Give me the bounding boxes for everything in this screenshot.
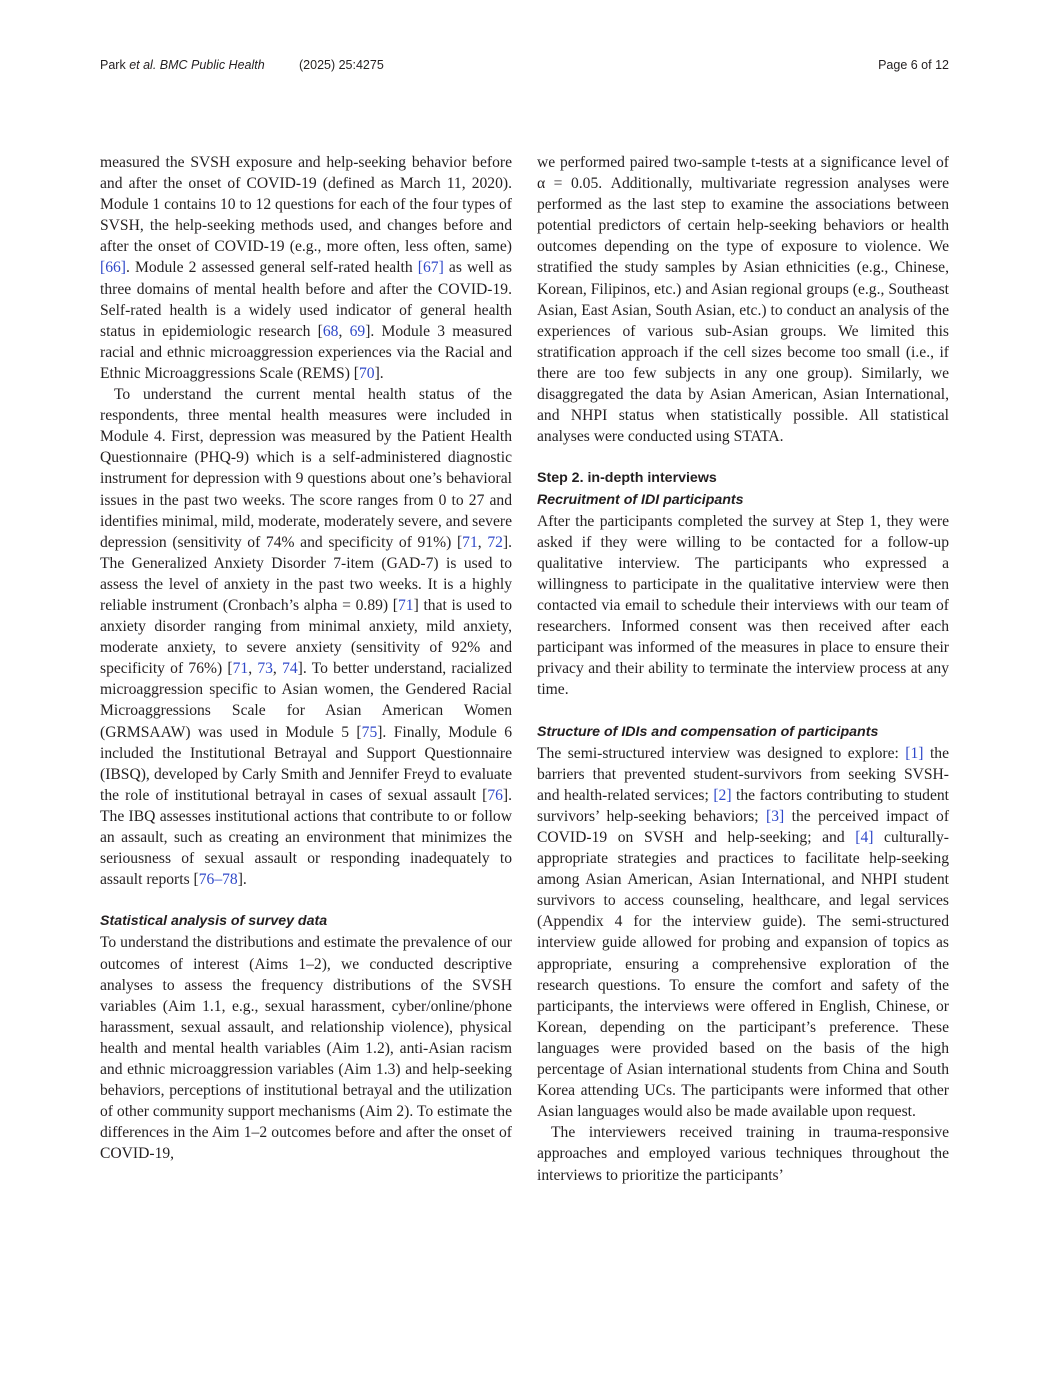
citation-link[interactable]: [2] [713, 786, 732, 804]
section-heading-step-2: Step 2. in-depth interviews [537, 470, 717, 487]
citation-link[interactable]: [4] [855, 829, 874, 846]
paragraph: The interviewers received training in trauma-responsive approaches and employed various techniques throughout the interviews to prioritize the participants’ [537, 1124, 949, 1184]
citation-link[interactable]: 71 [232, 660, 249, 678]
citation-link[interactable]: 71 [462, 533, 478, 551]
citation-link[interactable]: [3] [766, 807, 785, 825]
subsection-heading-structure: Structure of IDIs and compensation of participants [537, 723, 879, 740]
citation-link[interactable]: 75 [361, 723, 378, 741]
citation-link[interactable]: 72 [487, 533, 503, 551]
citation-link[interactable]: 76–78 [198, 871, 238, 889]
subsection-heading-recruitment: Recruitment of IDI participants [537, 491, 744, 508]
header-year-volume: (2025) 25:4275 [299, 58, 384, 72]
left-column [100, 152, 512, 1165]
paragraph: To understand the current mental health status of the respondents, three mental health measures were included in Module 4. First, depression was measured by the Patient Health Questionnaire (PHQ-9) which is a self-administered diagnostic instrument for depression with 9 questions about one’s behavioral issues in the past two weeks. The score ranges from 0 to 27 and identifies minimal, mild, moderate, moderately severe, and severe depression (sensitivity of 74% and specificity of 91%) [71, 72]. The Generalized Anxiety Disorder 7-item (GAD-7) is used to assess the level of anxiety in the past two weeks. It is a highly reliable instrument (Cronbach’s alpha = 0.89) [71] that is used to anxiety disorder ranging from minimal anxiety, mild anxiety, moderate anxiety, to severe anxiety (sensitivity of 92% and specificity of 76%) [71, 73, 74]. To better understand, racialized microaggression specific to Asian women, the Gendered Racial Microaggressions Scale for Asian American Women (GRMSAAW) was used in Module 5 [75]. Finally, Module 6 included the Institutional Betrayal and Support Questionnaire (IBSQ), developed by Carly Smith and Jennifer Freyd to evaluate the role of institutional betrayal in cases of sexual assault [76]. The IBQ assesses institutional actions that contribute to or follow an assault, such as creating an environment that minimizes the seriousness of sexual assault or responding inadequately to assault reports [76–78]. [100, 386, 513, 889]
paragraph: After the participants completed the survey at Step 1, they were asked if they were willing to be contacted for a follow-up qualitative interview. The participants who expressed a willingness to participate in the qualitative interview were then contacted via email to schedule their interviews with our team of researchers. Informed consent was then received after each participant was informed of the measures in place to ensure their privacy and their ability to terminate the interview process at any time. [537, 512, 949, 699]
citation-link[interactable]: 71 [397, 596, 414, 614]
citation-link[interactable]: 68 [322, 322, 339, 340]
running-header [100, 58, 949, 72]
citation-link[interactable]: 69 [349, 322, 366, 340]
paragraph: measured the SVSH exposure and help-seeking behavior before and after the onset of COVID-19 (defined as March 11, 2020). Module 1 contains 10 to 12 questions for each of the four types of SVSH, the help-seeking methods used, and changes before and after the onset of COVID-19 (e.g., more often, less often, same) [66]. Module 2 assessed general self-rated health [67] as well as three domains of mental health before and after the COVID-19. Self-rated health is a widely used indicator of general health status in epidemiologic research [68, 69]. Module 3 measured racial and ethnic microaggression experiences via the Racial and Ethnic Microaggressions Scale (REMS) [70]. [100, 154, 512, 382]
paragraph: we performed paired two-sample t-tests at a significance level of α = 0.05. Additionally, multivariate regression analyses were performed as the last step to examine the associations between potential predictors of certain help-seeking behaviors or health outcomes depending on the type of exposure to violence. We stratified the study samples by Asian ethnicities (e.g., Chinese, Korean, Filipinos, etc.) and Asian regional groups (e.g., Southeast Asian, East Asian, South Asian, etc.) to conduct an analysis of the experiences of various sub-Asian groups. We limited this stratification approach if the cell sizes become too small (i.e., if there are too few subjects in any one group). Similarly, we disaggregated the data by Asian American, Asian International, and NHPI status when statistically possible. All statistical analyses were conducted using STATA. [537, 154, 949, 446]
citation-link[interactable]: 76 [487, 786, 503, 804]
citation-link[interactable]: [67] [417, 259, 444, 277]
right-column [537, 152, 949, 1186]
citation-link[interactable]: 70 [358, 364, 375, 382]
header-citation: Park et al. BMC Public Health [100, 58, 265, 72]
paragraph: The semi-structured interview was designed to explore: [1] the barriers that prevented student-survivors from seeking SVSH- and health-related services; [2] the factors contributing to student survivors’ help-seeking behaviors; [3] the perceived impact of COVID-19 on SVSH and help-seeking; and [4] culturally-appropriate strategies and practices to facilitate help-seeking among Asian American, Asian International, and NHPI student survivors to access counseling, healthcare, and legal services (Appendix 4 for the interview guide). The semi-structured interview guide allowed for probing and expansion of topics as appropriate, ensuring a comprehensive exploration of the research questions. To ensure the comfort and safety of the participants, the interviews were offered in English, Chinese, or Korean, depending on the participant’s preference. These languages were provided based on the basis of the high percentage of Asian international students from China and South Korea attending UCs. The participants were informed that other Asian languages would also be made available upon request. [537, 744, 950, 1121]
section-heading-statistical-analysis: Statistical analysis of survey data [100, 913, 328, 930]
citation-link[interactable]: 74 [282, 660, 298, 678]
paragraph: To understand the distributions and estimate the prevalence of our outcomes of interest (Aims 1–2), we conducted descriptive analyses to assess the frequency distributions of the SVSH variables (Aim 1.1, e.g., sexual harassment, cyber/online/phone harassment, sexual assault, and relationship violence), physical health and mental health variables (Aim 1.2), anti-Asian racism and ethnic microaggression variables (Aim 1.3) and help-seeking behaviors, perceptions of institutional betrayal and the utilization of other community support mechanisms (Aim 2). To estimate the differences in the Aim 1–2 outcomes before and after the onset of COVID-19, [100, 934, 512, 1163]
citation-link[interactable]: [66] [100, 259, 126, 277]
citation-link[interactable]: 73 [257, 660, 273, 678]
citation-link[interactable]: [1] [905, 744, 924, 762]
page-number: Page 6 of 12 [878, 58, 949, 72]
